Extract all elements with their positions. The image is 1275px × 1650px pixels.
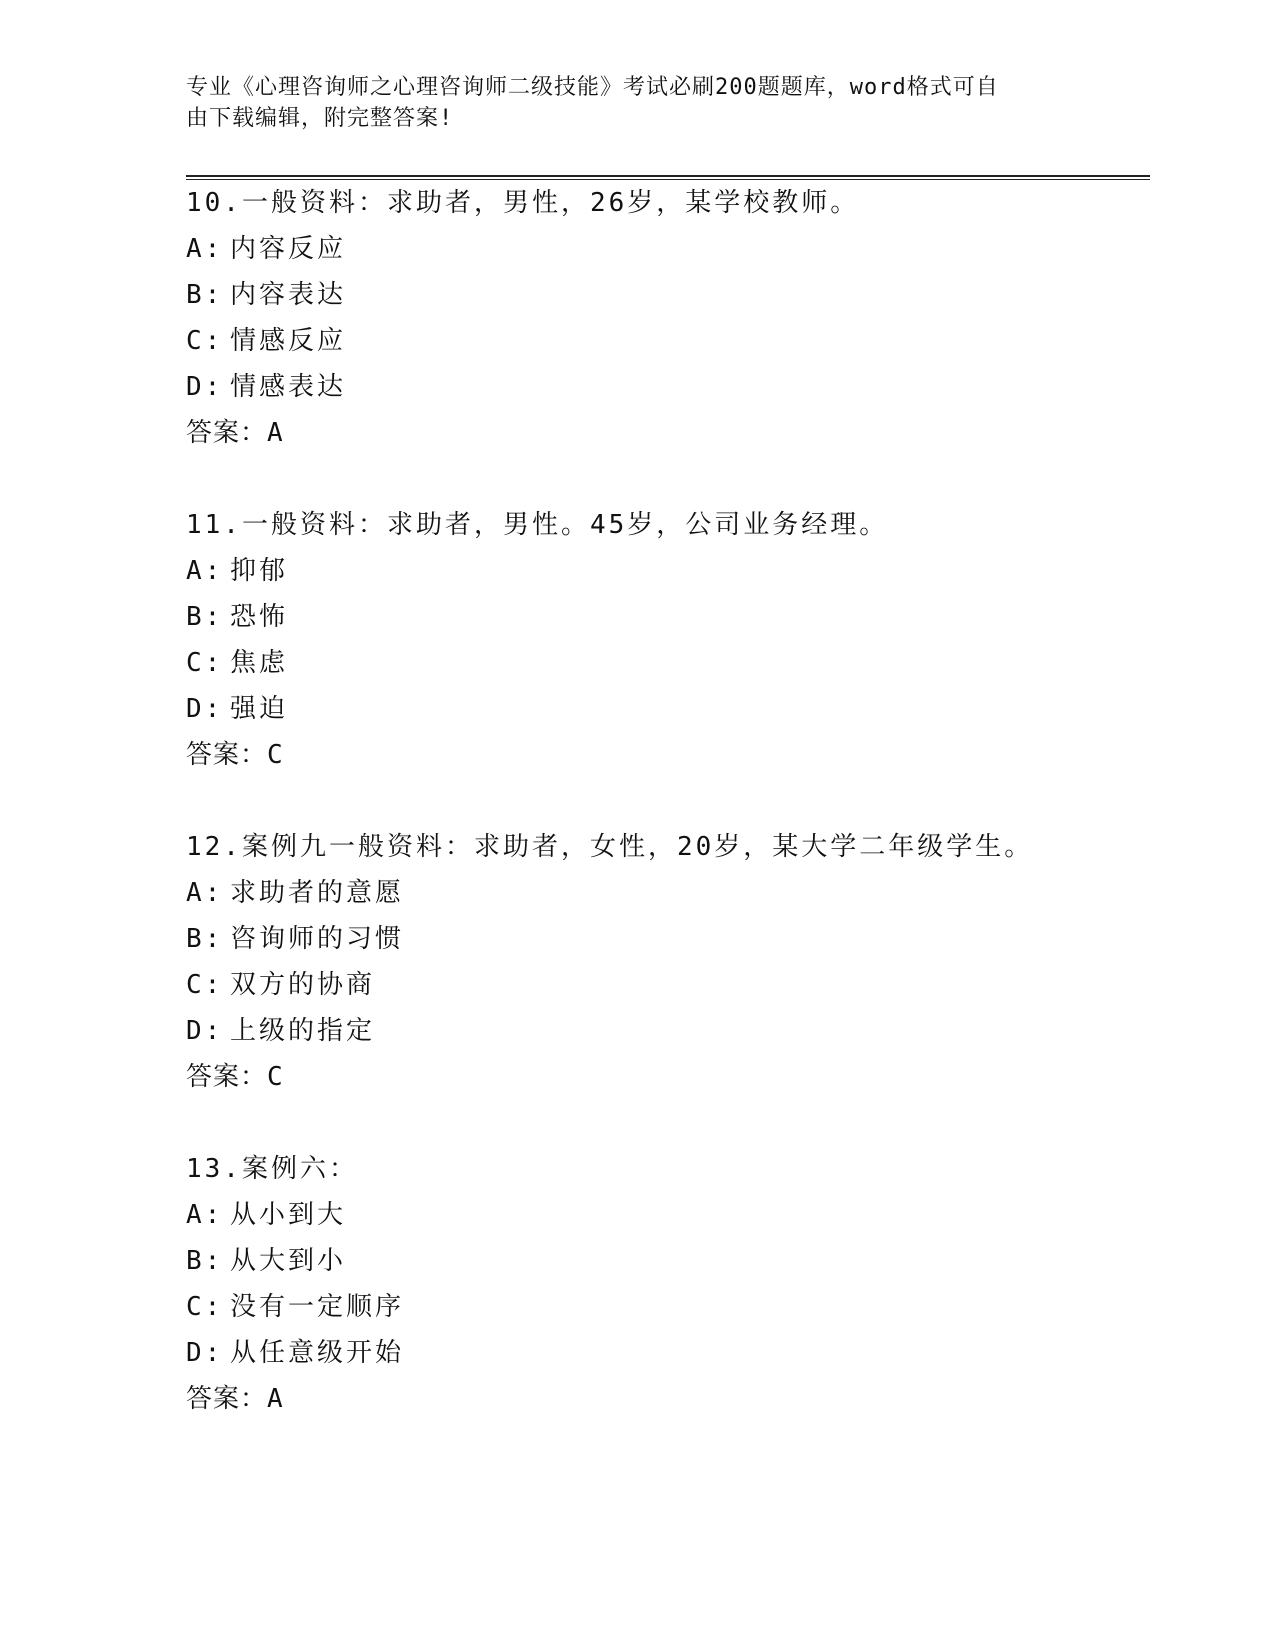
option-key: D:	[186, 1016, 224, 1046]
option-key: A:	[186, 1200, 224, 1230]
answer-line: 答案：A	[186, 1384, 284, 1414]
option-key: C:	[186, 970, 224, 1000]
option-key: B:	[186, 280, 224, 310]
option-text: 抑郁	[230, 556, 289, 586]
option-key: D:	[186, 1338, 224, 1368]
option-a	[186, 1192, 1146, 1238]
option-a	[186, 870, 1146, 916]
option-key: A:	[186, 556, 224, 586]
option-text: 焦虑	[230, 648, 289, 678]
option-d	[186, 686, 1146, 732]
question-block	[186, 824, 1146, 1100]
answer-line: 答案：C	[186, 1062, 284, 1092]
option-key: C:	[186, 1292, 224, 1322]
option-d	[186, 364, 1146, 410]
option-key: B:	[186, 602, 224, 632]
option-c	[186, 640, 1146, 686]
option-text: 情感表达	[230, 372, 347, 402]
option-b	[186, 272, 1146, 318]
question-block	[186, 1146, 1146, 1422]
question-block	[186, 180, 1146, 456]
option-d	[186, 1330, 1146, 1376]
header-line-1: 专业《心理咨询师之心理咨询师二级技能》考试必刷200题题库，word格式可自	[186, 75, 999, 100]
option-text: 从任意级开始	[230, 1338, 405, 1368]
option-text: 内容反应	[230, 234, 347, 264]
answer-line: 答案：A	[186, 418, 284, 448]
question-stem: 13.案例六：	[186, 1154, 358, 1184]
option-text: 恐怖	[230, 602, 289, 632]
option-key: A:	[186, 234, 224, 264]
option-b	[186, 916, 1146, 962]
option-key: B:	[186, 1246, 224, 1276]
option-text: 内容表达	[230, 280, 347, 310]
question-stem: 11.一般资料：求助者，男性。45岁，公司业务经理。	[186, 510, 889, 540]
option-text: 上级的指定	[230, 1016, 376, 1046]
option-text: 情感反应	[230, 326, 347, 356]
option-text: 强迫	[230, 694, 289, 724]
option-text: 求助者的意愿	[230, 878, 405, 908]
option-key: C:	[186, 648, 224, 678]
option-c	[186, 1284, 1146, 1330]
option-b	[186, 594, 1146, 640]
document-header	[186, 72, 1066, 134]
question-block	[186, 502, 1146, 778]
option-key: D:	[186, 694, 224, 724]
option-b	[186, 1238, 1146, 1284]
option-text: 没有一定顺序	[230, 1292, 405, 1322]
option-c	[186, 318, 1146, 364]
option-key: B:	[186, 924, 224, 954]
option-c	[186, 962, 1146, 1008]
option-text: 双方的协商	[230, 970, 376, 1000]
option-key: A:	[186, 878, 224, 908]
header-line-2: 由下载编辑，附完整答案!	[186, 106, 454, 131]
option-d	[186, 1008, 1146, 1054]
option-key: D:	[186, 372, 224, 402]
option-text: 从小到大	[230, 1200, 347, 1230]
option-a	[186, 226, 1146, 272]
option-text: 从大到小	[230, 1246, 347, 1276]
answer-line: 答案：C	[186, 740, 284, 770]
question-stem: 10.一般资料：求助者，男性，26岁，某学校教师。	[186, 188, 860, 218]
option-text: 咨询师的习惯	[230, 924, 405, 954]
option-key: C:	[186, 326, 224, 356]
question-stem: 12.案例九一般资料：求助者，女性，20岁，某大学二年级学生。	[186, 832, 1034, 862]
option-a	[186, 548, 1146, 594]
